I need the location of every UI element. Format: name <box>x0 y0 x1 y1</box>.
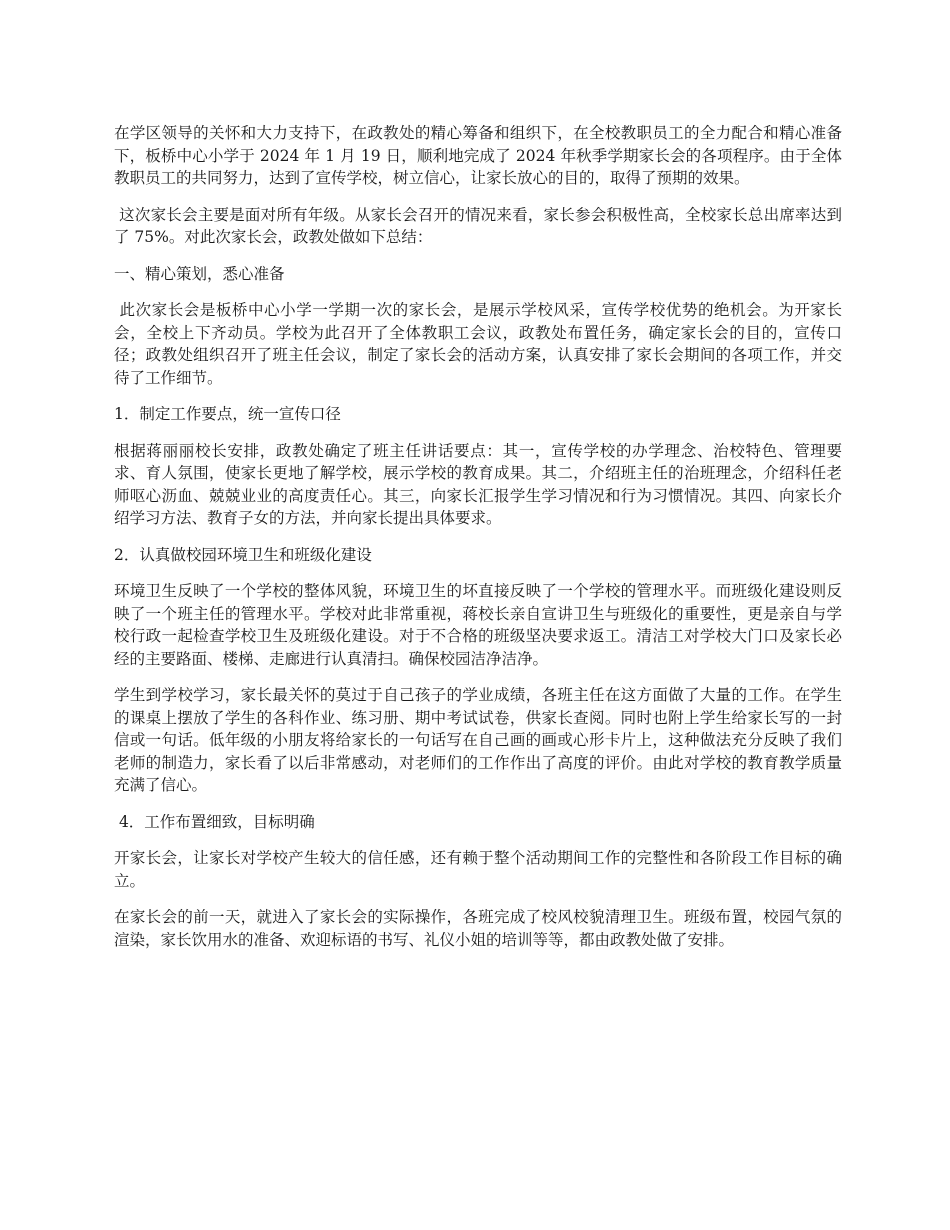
paragraph-campus-environment: 环境卫生反映了一个学校的整体风貌，环境卫生的坏直接反映了一个学校的管理水平。而班级化建设则反映了一个班主任的管理水平。学校对此非常重视，蒋校长亲自宣讲卫生与班级化的重要性，更是亲自与学校行政一起检查学校卫生及班级化建设。对于不合格的班级坚决要求返工。清洁工对学校大门口及家长必经的主要路面、楼梯、走廊进行认真清扫。确保校园洁净洁净。 <box>114 582 842 668</box>
paragraph-trust: 开家长会，让家长对学校产生较大的信任感，还有赖于整个活动期间工作的完整性和各阶段工作目标的确立。 <box>114 849 842 890</box>
paragraph-work-points: 根据蒋丽丽校长安排，政教处确定了班主任讲话要点：其一，宣传学校的办学理念、治校特色、管理要求、育人氛围，使家长更地了解学校，展示学校的教育成果。其二，介绍班主任的治班理念，介绍科任老师呕心沥血、兢兢业业的高度责任心。其三，向家长汇报学生学习情况和行为习惯情况。其四、向家长介绍学习方法、教育子女的方法，并向家长提出具体要求。 <box>114 441 842 527</box>
paragraph-intro: 在学区领导的关怀和大力支持下，在政教处的精心筹备和组织下，在全校教职员工的全力配合和精心准备下，板桥中心小学于 2024 年 1 月 19 日，顺利地完成了 2024 年秋季学期家长会的各项程序。由于全体教职员工的共同努力，达到了宣传学校，树立信心，让家长放心的目的，取得了预期的效果。 <box>114 124 842 187</box>
subheading-campus-environment: 2．认真做校园环境卫生和班级化建设 <box>114 545 372 564</box>
subheading-work-points: 1．制定工作要点，统一宣传口径 <box>114 405 341 423</box>
document-body <box>114 122 842 965</box>
section-heading-planning: 一、精心策划，悉心准备 <box>114 264 285 283</box>
paragraph-preparation: 在家长会的前一天，就进入了家长会的实际操作，各班完成了校风校貌清理卫生。班级布置，校园气氛的渲染，家长饮用水的准备、欢迎标语的书写、礼仪小姐的培训等等，都由政教处做了安排。 <box>114 908 842 949</box>
subheading-work-arrangement: 4．工作布置细致，目标明确 <box>114 812 315 831</box>
paragraph-student-work: 学生到学校学习，家长最关怀的莫过于自己孩子的学业成绩，各班主任在这方面做了大量的工作。在学生的课桌上摆放了学生的各科作业、练习册、期中考试试卷，供家长查阅。同时也附上学生给家长写的一封信或一句话。低年级的小朋友将给家长的一句话写在自己画的画或心形卡片上，这种做法充分反映了我们老师的制造力，家长看了以后非常感动，对老师们的工作作出了高度的评价。由此对学校的教育教学质量充满了信心。 <box>114 686 842 794</box>
paragraph-planning: 此次家长会是板桥中心小学一学期一次的家长会，是展示学校风采，宣传学校优势的绝机会。为开家长会，全校上下齐动员。学校为此召开了全体教职工会议，政教处布置任务，确定家长会的目的，宣传口径；政教处组织召开了班主任会议，制定了家长会的活动方案，认真安排了家长会期间的各项工作，并交待了工作细节。 <box>114 301 842 387</box>
paragraph-attendance: 这次家长会主要是面对所有年级。从家长会召开的情况来看，家长参会积极性高，全校家长总出席率达到了 75%。对此次家长会，政教处做如下总结： <box>114 205 842 246</box>
